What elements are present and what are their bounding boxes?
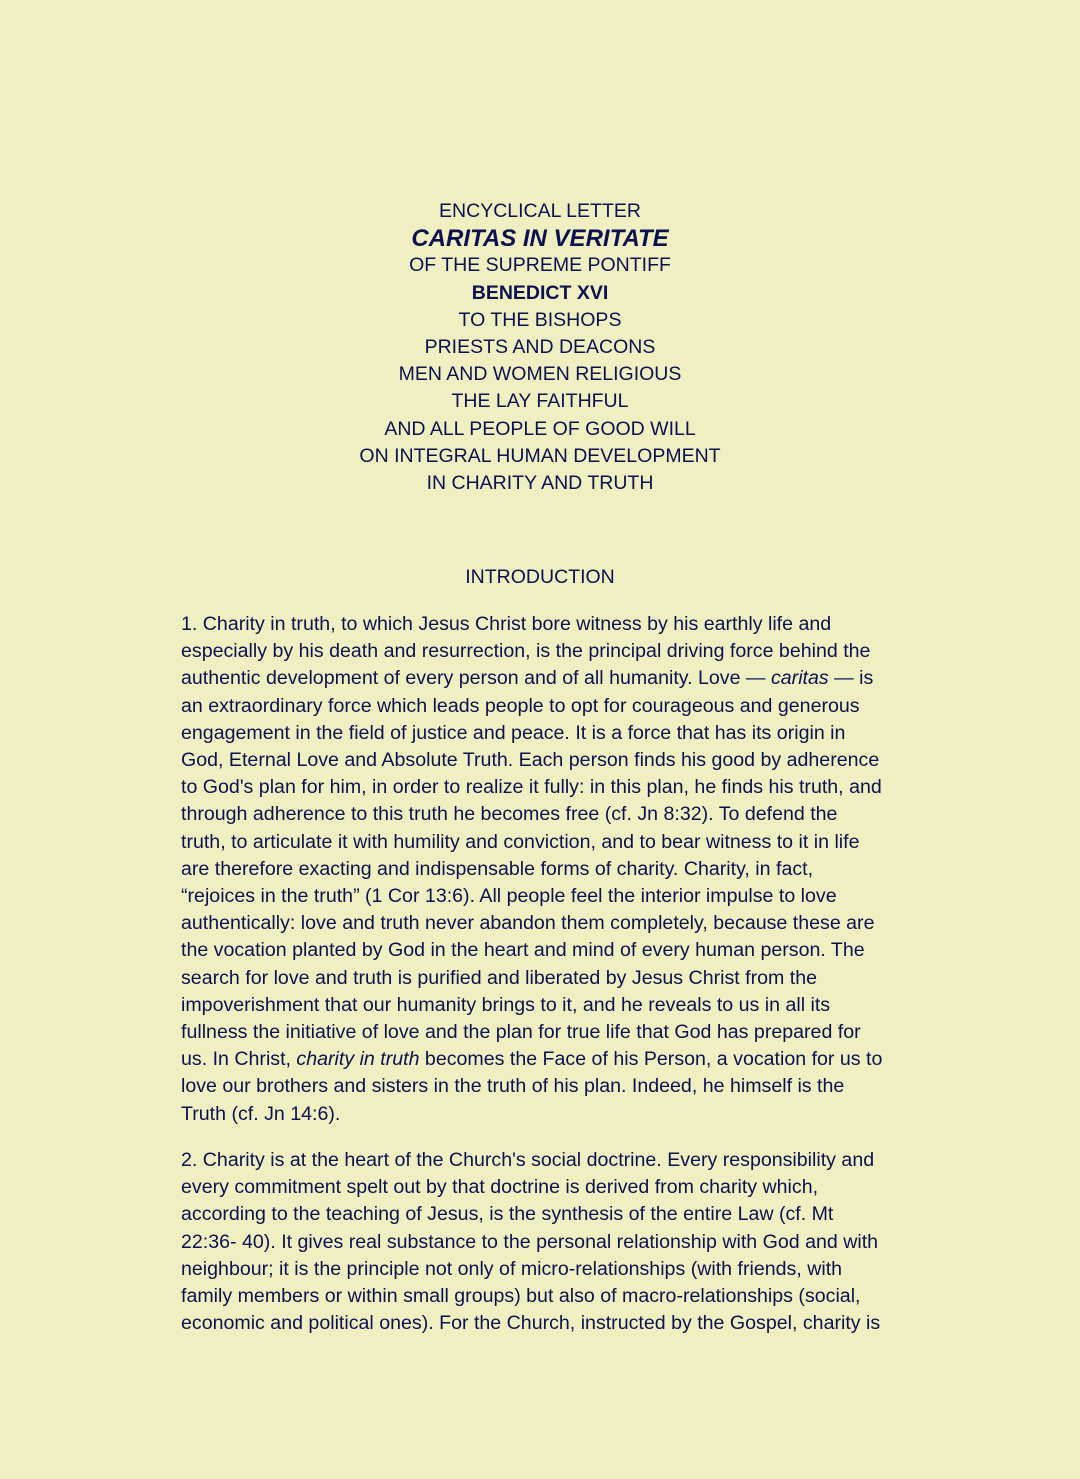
text-line: 1. Charity in truth, to which Jesus Christ bore witness by his earthly life and	[181, 613, 832, 635]
text-line: impoverishment that our humanity brings to it, and he reveals to us in all its	[181, 993, 831, 1016]
document-from-line: OF THE SUPREME PONTIFF	[409, 254, 671, 277]
subject-line: ON INTEGRAL HUMAN DEVELOPMENT	[359, 444, 721, 467]
addressee-line: AND ALL PEOPLE OF GOOD WILL	[384, 417, 696, 440]
subject-line: IN CHARITY AND TRUTH	[426, 472, 654, 495]
text-line: fullness the initiative of love and the plan for true life that God has prepared for	[181, 1021, 861, 1044]
paragraph-2	[181, 1147, 893, 1337]
addressee-line: THE LAY FAITHFUL	[451, 390, 629, 413]
text-line: love our brothers and sisters in the truth of his plan. Indeed, he himself is the	[181, 1075, 845, 1098]
section-heading-introduction: INTRODUCTION	[465, 566, 615, 588]
text-line: Truth (cf. Jn 14:6).	[181, 1102, 341, 1125]
document-title: CARITAS IN VERITATE	[411, 225, 669, 253]
text-line: neighbour; it is the principle not only of micro-relationships (with friends, with	[181, 1257, 843, 1280]
text-line: economic and political ones). For the Church, instructed by the Gospel, charity is	[181, 1312, 881, 1335]
document-kicker: ENCYCLICAL LETTER	[439, 200, 641, 222]
text-line: authentic development of every person and of all humanity. Love — caritas — is	[181, 667, 874, 690]
text-line: truth, to articulate it with humility and conviction, and to bear witness to it in life	[181, 830, 860, 853]
text-line: the vocation planted by God in the heart and mind of every human person. The	[181, 939, 865, 962]
addressee-line: PRIESTS AND DEACONS	[424, 336, 656, 359]
text-line: “rejoices in the truth” (1 Cor 13:6). All people feel the interior impulse to love	[181, 885, 837, 908]
text-line: especially by his death and resurrection, is the principal driving force behind the	[181, 640, 871, 663]
text-line: engagement in the field of justice and peace. It is a force that has its origin in	[181, 721, 846, 744]
text-line: are therefore exacting and indispensable forms of charity. Charity, in fact,	[181, 857, 814, 880]
addressee-line: TO THE BISHOPS	[458, 308, 622, 331]
text-line: authentically: love and truth never abandon them completely, because these are	[181, 912, 875, 935]
emphasis-text: charity in truth	[296, 1048, 420, 1071]
addressee-line: MEN AND WOMEN RELIGIOUS	[398, 363, 682, 386]
paragraph-2-text	[181, 1147, 893, 1337]
text-line: every commitment spelt out by that doctrine is derived from charity which,	[181, 1176, 819, 1199]
emphasis-text: caritas	[770, 667, 829, 690]
text-line: 22:36- 40). It gives real substance to the personal relationship with God and with	[181, 1230, 879, 1253]
document-header	[0, 198, 1080, 497]
document-author: BENEDICT XVI	[471, 281, 609, 304]
text-line: according to the teaching of Jesus, is the synthesis of the entire Law (cf. Mt	[181, 1203, 834, 1226]
text-line: family members or within small groups) but also of macro-relationships (social,	[181, 1285, 861, 1308]
text-line: an extraordinary force which leads people to opt for courageous and generous	[181, 694, 860, 717]
text-line: to God's plan for him, in order to realize it fully: in this plan, he finds his truth, and	[181, 776, 882, 799]
text-line: 2. Charity is at the heart of the Church's social doctrine. Every responsibility and	[181, 1149, 875, 1171]
text-line: God, Eternal Love and Absolute Truth. Each person finds his good by adherence	[181, 749, 880, 772]
text-line: us. In Christ, charity in truth becomes the Face of his Person, a vocation for us to	[181, 1048, 883, 1071]
text-line: through adherence to this truth he becomes free (cf. Jn 8:32). To defend the	[181, 803, 838, 826]
paragraph-1-text	[181, 611, 893, 1128]
text-line: search for love and truth is purified and liberated by Jesus Christ from the	[181, 966, 818, 989]
paragraph-1	[181, 611, 893, 1128]
